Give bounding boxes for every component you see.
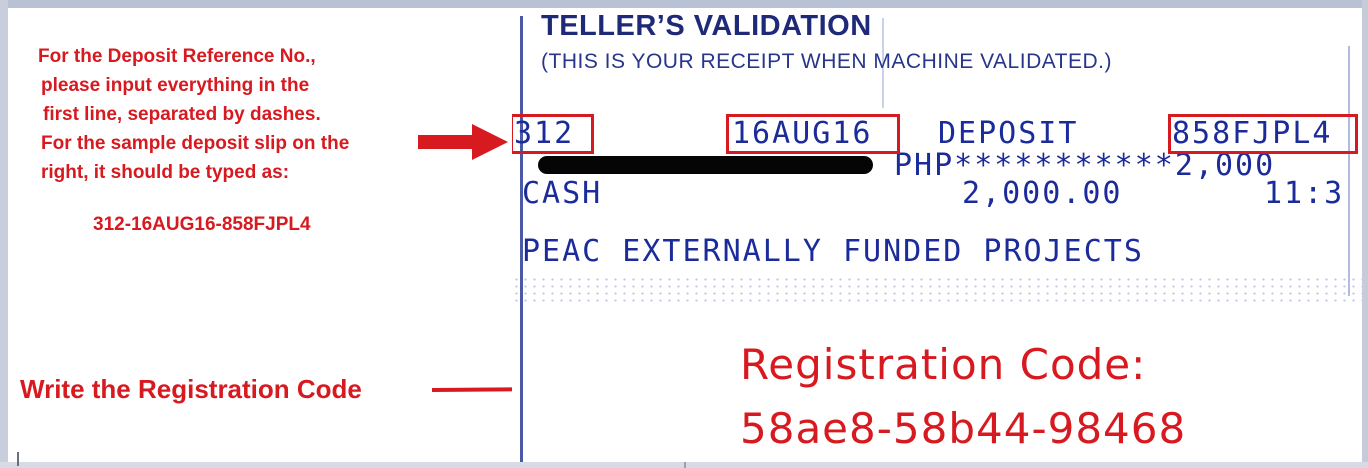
divider-tick bbox=[684, 462, 686, 468]
reference-code: 858FJPL4 bbox=[1172, 116, 1333, 151]
slip-title: TELLER’S VALIDATION bbox=[541, 10, 872, 42]
cash-amount: 2,000.00 bbox=[962, 176, 1123, 211]
registration-code-label: Registration Code: bbox=[740, 340, 1147, 389]
frame-right-border bbox=[1362, 0, 1368, 468]
frame-left-border bbox=[0, 0, 8, 468]
registration-code-value: 58ae8-58b44-98468 bbox=[740, 404, 1187, 453]
frame-top-border bbox=[0, 0, 1368, 8]
branch-code: 312 bbox=[514, 116, 575, 151]
deposit-slip-scan bbox=[512, 8, 1362, 462]
redaction-bar bbox=[538, 156, 873, 174]
scan-noise bbox=[512, 276, 1362, 306]
example-reference-number: 312-16AUG16-858FJPL4 bbox=[93, 214, 311, 235]
cash-label: CASH bbox=[522, 176, 603, 211]
highlight-box-reference bbox=[1168, 114, 1358, 154]
text-cursor bbox=[17, 452, 19, 466]
slip-subtitle: (THIS IS YOUR RECEIPT WHEN MACHINE VALIDATED.) bbox=[541, 50, 1113, 73]
instruction-line: For the sample deposit slip on the bbox=[41, 133, 350, 154]
instruction-line: please input everything in the bbox=[41, 75, 310, 96]
transaction-time: 11:3 bbox=[1264, 176, 1345, 211]
highlight-box-branch bbox=[512, 114, 594, 154]
organization-name: PEAC EXTERNALLY FUNDED PROJECTS bbox=[522, 234, 1144, 269]
transaction-type: DEPOSIT bbox=[938, 116, 1079, 151]
instruction-line: For the Deposit Reference No., bbox=[38, 46, 316, 67]
deposit-reference-instructions bbox=[38, 42, 428, 187]
deposit-date: 16AUG16 bbox=[732, 116, 873, 151]
arrow-right-icon bbox=[418, 122, 510, 162]
write-registration-code-label: Write the Registration Code bbox=[20, 374, 362, 404]
instruction-line: first line, separated by dashes. bbox=[43, 104, 321, 125]
slip-right-rule bbox=[1348, 46, 1350, 296]
instruction-line: right, it should be typed as: bbox=[41, 162, 290, 183]
php-amount-line: PHP***********2,000 bbox=[894, 148, 1276, 183]
highlight-box-date bbox=[726, 114, 900, 154]
